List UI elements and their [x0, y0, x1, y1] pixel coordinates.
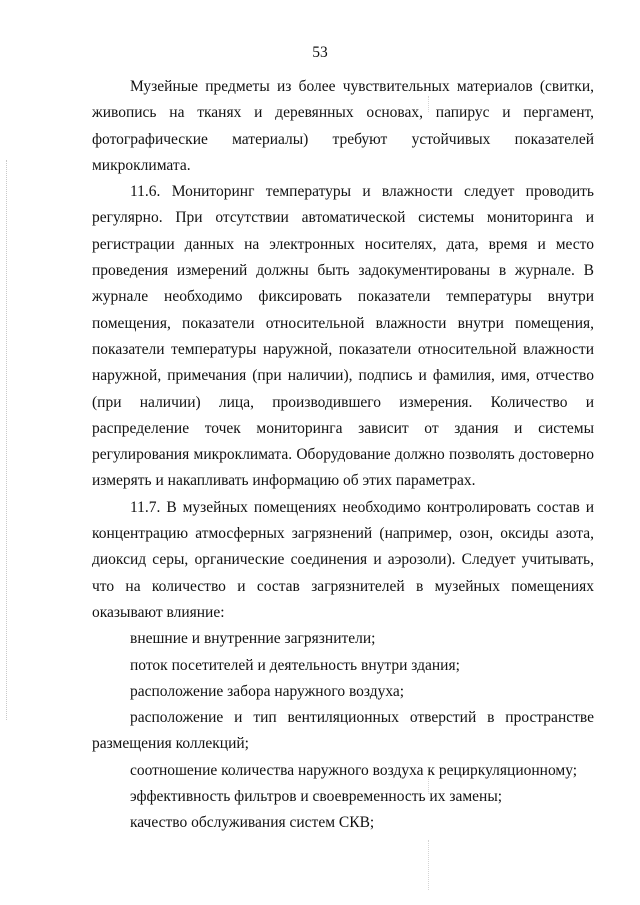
list-item-pollutant-sources: внешние и внутренние загрязнители; — [130, 630, 376, 648]
list-item-visitor-flow: поток посетителей и деятельность внутри здания; — [130, 656, 460, 674]
page-body — [92, 74, 594, 837]
paragraph-11-6-monitoring: 11.6. Мониторинг температуры и влажности следует проводить регулярно. При отсутствии автоматической системы мониторинга и регистрации данных на электронных носителях, дата, время и место проведения измерений должны быть задокументированы в журнале. В журнале необходимо фиксировать показатели температуры внутри помещения, показатели относительной влажности внутри помещения, показатели температуры наружной, показатели относительной влажности наружной, примечания (при наличии), подпись и фамилия, имя, отчество (при наличии) лица, производившего измерения. Количество и распределение точек мониторинга зависит от здания и системы регулирования микроклимата. Оборудование должно позволять достоверно измерять и накапливать информацию об этих параметрах. — [92, 183, 594, 490]
list-item-filter-efficiency: эффективность фильтров и своевременность их замены; — [130, 788, 503, 806]
list-item-hvac-service: качество обслуживания систем СКВ; — [130, 814, 375, 832]
scan-mark-artifact — [428, 840, 430, 890]
list-item-vent-openings: расположение и тип вентиляционных отверстий в пространстве размещения коллекций; — [92, 709, 594, 753]
paragraph-sensitive-materials: Музейные предметы из более чувствительных материалов (свитки, живопись на тканях и деревянных основах, папирус и пергамент, фотографические материалы) требуют устойчивых показателей микроклимата. — [92, 78, 594, 174]
list-item-air-ratio: соотношение количества наружного воздуха к рециркуляционному; — [130, 761, 578, 779]
paragraph-11-7-pollutants: 11.7. В музейных помещениях необходимо контролировать состав и концентрацию атмосферных загрязнений (например, озон, оксиды азота, диоксид серы, органические соединения и аэрозоли). Следует учитывать, что на количество и состав загрязнителей в музейных помещениях оказывают влияние: — [92, 498, 594, 621]
list-item-air-intake: расположение забора наружного воздуха; — [130, 682, 405, 700]
scan-edge-artifact — [6, 160, 9, 720]
page-number: 53 — [312, 44, 328, 61]
